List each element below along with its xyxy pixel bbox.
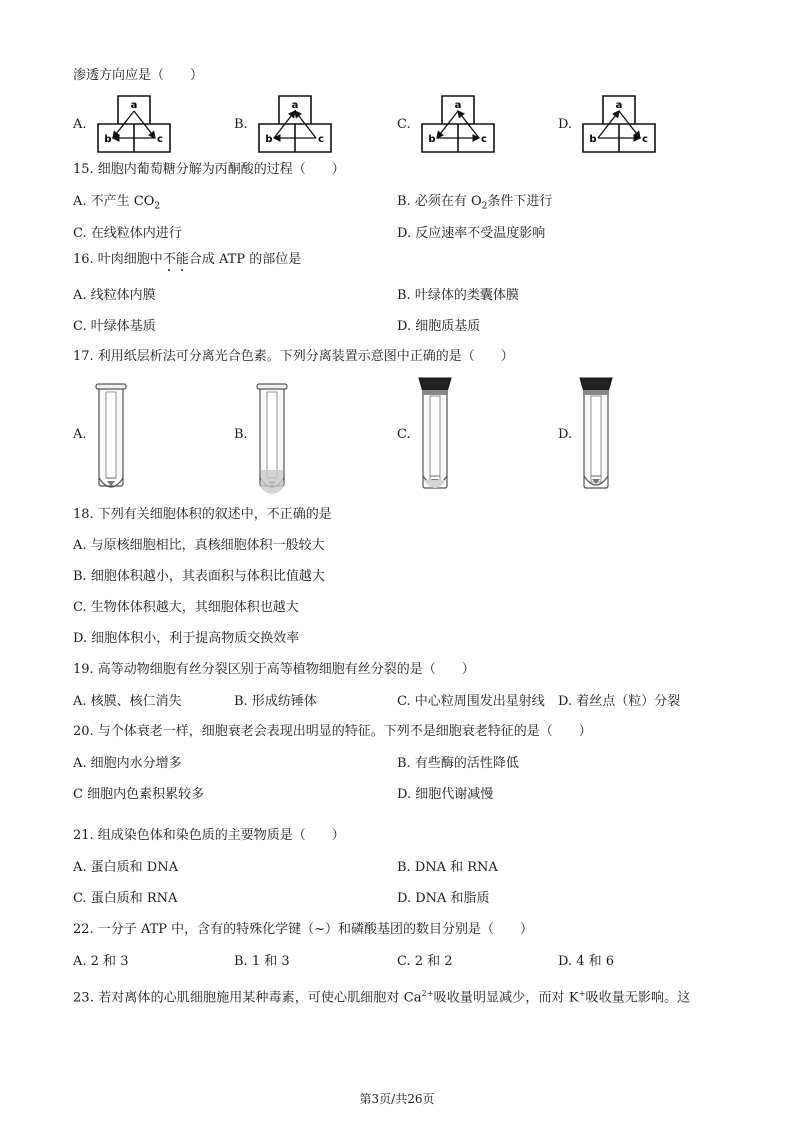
q15-option-c[interactable]: C. 在线粒体内进行 [73, 226, 182, 241]
q17-option-b-label[interactable]: B. [234, 427, 248, 442]
q19-stem: 19. 高等动物细胞有丝分裂区别于高等植物细胞有丝分裂的是（ ） [73, 662, 475, 677]
q21-option-a[interactable]: A. 蛋白质和 DNA [73, 860, 178, 875]
q14-cell-label-b: b [265, 134, 273, 145]
q14-cell-label-c: c [157, 134, 163, 145]
q14-cell-label-b: b [428, 134, 436, 145]
q15-option-b-sub: 2 [481, 201, 488, 212]
q19-option-d[interactable]: D. 着丝点（粒）分裂 [558, 694, 681, 709]
q19-option-c[interactable]: C. 中心粒周围发出星射线 [397, 694, 545, 709]
q23-stem-post: 吸收量无影响。这 [585, 990, 691, 1006]
q23-sup-k: + [578, 989, 586, 998]
q14-cell-label-b: b [589, 134, 597, 145]
q16-option-c[interactable]: C. 叶绿体基质 [73, 319, 156, 334]
q23-stem [73, 985, 690, 1007]
q19-option-b[interactable]: B. 形成纺锤体 [234, 694, 317, 709]
q19-option-a[interactable]: A. 核膜、核仁消失 [73, 694, 182, 709]
q22-option-b[interactable]: B. 1 和 3 [234, 954, 290, 969]
q23-sup-ca: 2+ [421, 989, 434, 998]
q21-option-b[interactable]: B. DNA 和 RNA [397, 860, 498, 875]
page-number: 第3页/共26页 [359, 1092, 435, 1106]
q20-option-c[interactable]: C 细胞内色素积累较多 [73, 787, 205, 802]
q15-option-b-post: 条件下进行 [487, 194, 553, 209]
q14-option-d-diagram [581, 94, 657, 154]
q20-option-d[interactable]: D. 细胞代谢减慢 [397, 787, 494, 802]
q14-option-c-diagram [420, 94, 496, 154]
q20-option-a[interactable]: A. 细胞内水分增多 [73, 756, 182, 771]
q15-option-b[interactable] [397, 193, 552, 216]
q14-cell-label-c: c [642, 134, 648, 145]
q22-option-d[interactable]: D. 4 和 6 [558, 954, 615, 969]
q15-option-d[interactable]: D. 反应速率不受温度影响 [397, 226, 546, 241]
q16-option-a[interactable]: A. 线粒体内膜 [73, 288, 156, 303]
q15-option-b-pre: B. 必须在有 O [397, 194, 482, 209]
q17-option-a-label[interactable]: A. [73, 427, 87, 442]
q23-stem-mid: 吸收量明显减少，而对 K [433, 990, 579, 1006]
q22-option-c[interactable]: C. 2 和 2 [397, 954, 453, 969]
q22-option-a[interactable]: A. 2 和 3 [73, 954, 129, 969]
q18-option-b[interactable]: B. 细胞体积越小，其表面积与体积比值越大 [73, 569, 325, 584]
q16-option-b[interactable]: B. 叶绿体的类囊体膜 [397, 288, 519, 303]
q17-tube-c [417, 376, 453, 498]
q16-emphasis-1: 不 [162, 252, 176, 267]
q16-emphasis-2: 能 [175, 252, 189, 267]
q14-tail: 渗透方向应是（ ） [73, 68, 204, 83]
q16-stem-pre: 16. 叶肉细胞中 [73, 252, 163, 267]
q20-stem: 20. 与个体衰老一样，细胞衰老会表现出明显的特征。下列不是细胞衰老特征的是（ ） [73, 724, 592, 739]
q15-option-a[interactable] [73, 193, 160, 216]
q21-option-d[interactable]: D. DNA 和脂质 [397, 891, 490, 906]
q14-option-d-label[interactable]: D. [558, 117, 573, 132]
q15-option-a-sub: 2 [154, 201, 161, 212]
q18-option-a[interactable]: A. 与原核细胞相比，真核细胞体积一般较大 [73, 538, 325, 553]
q18-stem: 18. 下列有关细胞体积的叙述中，不正确的是 [73, 507, 332, 522]
q15-option-a-text: A. 不产生 CO [73, 194, 155, 209]
q14-option-a-label[interactable]: A. [73, 117, 87, 132]
q16-stem-post: 合成 ATP 的部位是 [188, 252, 302, 267]
q21-option-c[interactable]: C. 蛋白质和 RNA [73, 891, 178, 906]
q15-stem: 15. 细胞内葡萄糖分解为丙酮酸的过程（ ） [73, 162, 345, 177]
q14-cell-label-c: c [318, 134, 324, 145]
q16-option-d[interactable]: D. 细胞质基质 [397, 319, 481, 334]
q18-option-c[interactable]: C. 生物体体积越大，其细胞体积也越大 [73, 600, 299, 615]
q14-cell-label-a: a [130, 100, 138, 111]
q17-stem: 17. 利用纸层析法可分离光合色素。下列分离装置示意图中正确的是（ ） [73, 349, 514, 364]
q14-cell-label-b: b [104, 134, 112, 145]
q16-stem [73, 251, 301, 269]
q23-stem-pre: 23. 若对离体的心肌细胞施用某种毒素，可使心肌细胞对 Ca [73, 990, 422, 1006]
q21-stem: 21. 组成染色体和染色质的主要物质是（ ） [73, 828, 345, 843]
q14-option-c-label[interactable]: C. [397, 117, 411, 132]
q14-option-a-diagram [96, 94, 172, 154]
q17-tube-d [578, 376, 614, 498]
q14-cell-label-c: c [481, 134, 487, 145]
q17-tube-b [254, 378, 290, 500]
q14-option-b-diagram [257, 94, 333, 154]
q17-tube-a [93, 378, 129, 500]
q14-cell-label-a: a [291, 100, 299, 111]
q17-option-c-label[interactable]: C. [397, 427, 411, 442]
q14-cell-label-a: a [615, 100, 623, 111]
q20-option-b[interactable]: B. 有些酶的活性降低 [397, 756, 519, 771]
q22-stem: 22. 一分子 ATP 中，含有的特殊化学键（~）和磷酸基团的数目分别是（ ） [73, 922, 534, 937]
q17-option-d-label[interactable]: D. [558, 427, 573, 442]
q14-cell-label-a: a [454, 100, 462, 111]
q14-option-b-label[interactable]: B. [234, 117, 248, 132]
q18-option-d[interactable]: D. 细胞体积小，利于提高物质交换效率 [73, 631, 300, 646]
